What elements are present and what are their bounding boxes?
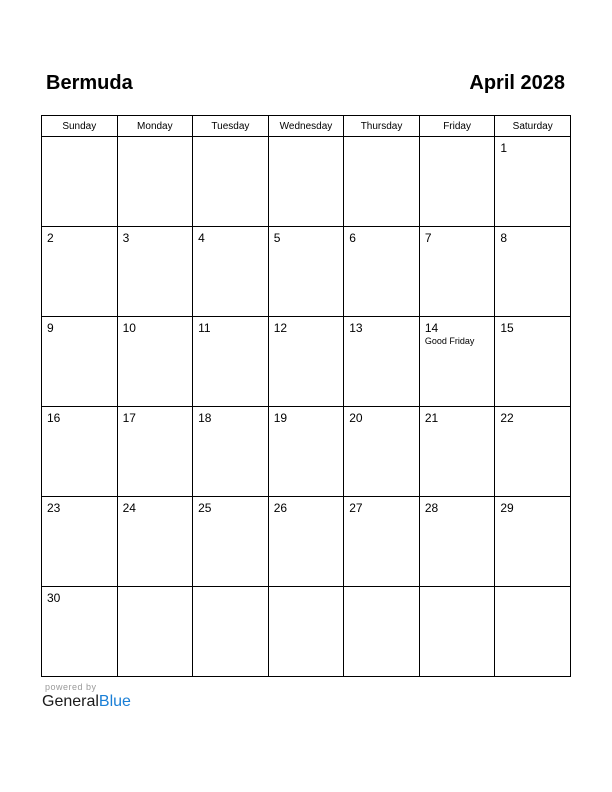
calendar-day-cell (268, 317, 344, 407)
calendar-day-cell (42, 137, 118, 227)
calendar-day-cell (419, 587, 495, 677)
day-number: 5 (273, 231, 281, 245)
calendar-week-row (42, 497, 571, 587)
calendar-day-cell (495, 317, 571, 407)
day-number: 6 (349, 231, 356, 245)
calendar-day-cell (419, 407, 495, 497)
weekday-thursday: Thursday (344, 116, 420, 137)
day-number: 10 (122, 321, 136, 335)
calendar-day-cell (117, 587, 193, 677)
day-number: 24 (122, 501, 136, 515)
brand-general-text: General (42, 693, 99, 710)
day-number: 9 (47, 321, 54, 335)
calendar-week-row (42, 137, 571, 227)
weekday-monday: Monday (117, 116, 193, 137)
calendar-day-cell (117, 407, 193, 497)
day-number: 30 (47, 591, 61, 605)
calendar-day-cell (117, 317, 193, 407)
calendar-day-cell (268, 227, 344, 317)
calendar-day-cell (117, 227, 193, 317)
day-number: 23 (47, 501, 61, 515)
calendar-day-cell (344, 407, 420, 497)
calendar-day-cell (495, 587, 571, 677)
weekday-saturday: Saturday (495, 116, 571, 137)
country-title: Bermuda (46, 72, 133, 94)
powered-by-text: powered by (45, 682, 97, 692)
calendar-day-cell (193, 407, 269, 497)
day-number: 27 (349, 501, 363, 515)
day-number: 19 (273, 411, 288, 425)
calendar-week-row (42, 587, 571, 677)
holiday-label: Good Friday (424, 336, 475, 346)
calendar-body (42, 137, 571, 677)
day-number: 13 (349, 321, 363, 335)
calendar-week-row (42, 317, 571, 407)
calendar-day-cell (268, 497, 344, 587)
day-number: 18 (198, 411, 212, 425)
day-number: 8 (500, 231, 508, 245)
calendar-day-cell (42, 497, 118, 587)
calendar-day-cell (193, 227, 269, 317)
weekday-header-row (42, 116, 571, 137)
weekday-tuesday: Tuesday (193, 116, 269, 137)
calendar-day-cell (419, 497, 495, 587)
calendar-day-cell (268, 407, 344, 497)
calendar-day-cell (117, 137, 193, 227)
calendar-day-cell (495, 137, 571, 227)
calendar-day-cell (419, 227, 495, 317)
calendar-day-cell (193, 317, 269, 407)
calendar-day-cell (193, 137, 269, 227)
generalblue-logo (42, 682, 131, 711)
calendar-day-cell (495, 497, 571, 587)
day-number: 15 (500, 321, 514, 335)
day-number: 2 (47, 231, 54, 245)
day-number: 20 (349, 411, 363, 425)
calendar-day-cell (193, 497, 269, 587)
calendar-header (46, 72, 565, 98)
day-number: 16 (47, 411, 61, 425)
calendar-day-cell (344, 227, 420, 317)
day-number: 28 (424, 501, 439, 515)
day-number: 17 (122, 411, 136, 425)
day-number: 14 (424, 321, 439, 335)
calendar-day-cell (344, 317, 420, 407)
day-number: 12 (273, 321, 288, 335)
calendar-day-cell (419, 317, 495, 407)
calendar-day-cell (344, 497, 420, 587)
brand-name (42, 693, 131, 711)
day-number: 26 (273, 501, 288, 515)
calendar-day-cell (42, 407, 118, 497)
day-number: 11 (198, 321, 211, 335)
day-number: 25 (198, 501, 212, 515)
day-number: 29 (500, 501, 514, 515)
calendar-day-cell (42, 317, 118, 407)
calendar-day-cell (117, 497, 193, 587)
day-number: 1 (500, 141, 508, 155)
day-number: 4 (198, 231, 205, 245)
brand-blue-text: Blue (98, 693, 131, 710)
calendar-day-cell (344, 587, 420, 677)
weekday-sunday: Sunday (42, 116, 118, 137)
calendar-day-cell (42, 587, 118, 677)
day-number: 21 (424, 411, 439, 425)
calendar-week-row (42, 227, 571, 317)
weekday-wednesday: Wednesday (268, 116, 344, 137)
calendar-week-row (42, 407, 571, 497)
calendar-day-cell (419, 137, 495, 227)
calendar-day-cell (495, 407, 571, 497)
calendar-day-cell (268, 137, 344, 227)
month-year-title: April 2028 (469, 72, 565, 94)
calendar-day-cell (268, 587, 344, 677)
calendar-day-cell (193, 587, 269, 677)
day-number: 7 (424, 231, 432, 245)
calendar-day-cell (495, 227, 571, 317)
day-number: 22 (500, 411, 514, 425)
weekday-friday: Friday (419, 116, 495, 137)
calendar-grid (41, 115, 571, 677)
calendar-day-cell (344, 137, 420, 227)
day-number: 3 (122, 231, 130, 245)
calendar-day-cell (42, 227, 118, 317)
